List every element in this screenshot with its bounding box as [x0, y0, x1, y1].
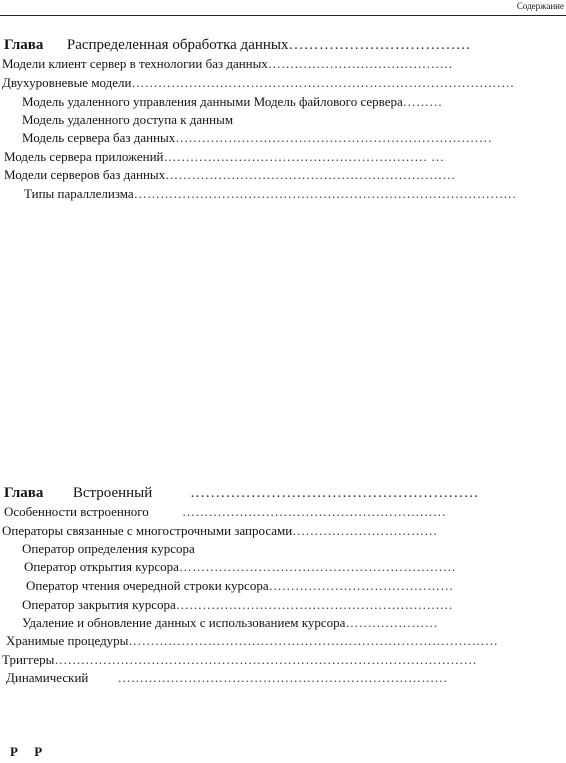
toc-entry: [24, 558, 456, 575]
toc-entry: [22, 129, 492, 146]
entry-title: Триггеры: [2, 652, 55, 667]
leader-dots: ……………………………: [292, 523, 438, 538]
leader-dots: …………………………………………………… …: [163, 149, 445, 164]
toc-entry: [4, 148, 444, 165]
toc-entry: [6, 669, 448, 686]
entry-title: Типы параллелизма: [24, 186, 134, 201]
header-rule: [0, 15, 566, 16]
toc-entry: [22, 596, 453, 613]
leader-dots: …………………: [345, 615, 438, 630]
leader-dots: ……………………………………………………………………………: [131, 75, 515, 90]
toc-entry: [2, 55, 453, 72]
entry-title: Модель удаленного доступа к данным: [22, 112, 234, 127]
leader-dots: ……………………………………: [268, 578, 454, 593]
toc-entry: [22, 614, 438, 631]
toc-chapter-heading: [4, 484, 479, 503]
chapter-title: Распределенная обработка данных: [66, 37, 289, 53]
leader-dots: ………………………………………………………: [178, 559, 457, 574]
leader-dots: ……………………………………………………………………………………: [54, 652, 477, 667]
entry-title: Модели клиент сервер в технологии баз данных: [2, 56, 268, 71]
chapter-label: Глава: [4, 37, 44, 53]
footer-marks: Р Р: [10, 744, 43, 759]
leader-dots: ………: [402, 94, 443, 109]
toc-entry: [22, 111, 233, 128]
entry-title: Операторы связанные с многострочными запросами: [2, 523, 293, 538]
entry-title: Оператор определения курсора: [22, 541, 195, 556]
toc-entry: [6, 632, 498, 649]
toc-chapter-heading: [4, 36, 471, 55]
entry-title: Удаление и обновление данных с использованием курсора: [22, 615, 346, 630]
leader-dots: …………………………………………………: [190, 485, 479, 501]
entry-title: Модель сервера баз данных: [22, 130, 176, 145]
entry-title: Оператор закрытия курсора: [22, 597, 176, 612]
leader-dots: ………………………………………………………………: [175, 130, 493, 145]
entry-title: Хранимые процедуры: [6, 633, 129, 648]
leader-dots: ……………………………………: [267, 56, 453, 71]
toc-entry: [2, 74, 514, 91]
leader-dots: …………………………………………………………………………: [128, 633, 499, 648]
entry-title: Оператор открытия курсора: [24, 559, 179, 574]
entry-title: Особенности встроенного: [4, 504, 149, 519]
entry-title: Модель сервера приложений: [4, 149, 164, 164]
leader-dots: ……………………………………………………………………………: [133, 186, 517, 201]
chapter-title: Встроенный: [72, 485, 153, 501]
entry-title: Модель удаленного управления данными Модель файлового сервера: [22, 94, 403, 109]
toc-entry: [4, 503, 446, 520]
entry-title: Двухуровневые модели: [2, 75, 132, 90]
leader-dots: ………………………………………………………: [175, 597, 454, 612]
toc-entry: [4, 166, 456, 183]
leader-dots: …………………………………………………………: [165, 167, 456, 182]
entry-title: Оператор чтения очередной строки курсора: [26, 578, 269, 593]
toc-entry: [2, 522, 437, 539]
entry-title: Динамический: [6, 670, 89, 685]
entry-title: Модели серверов баз данных: [4, 167, 166, 182]
toc-entry: [26, 577, 453, 594]
toc-entry: [2, 651, 477, 668]
chapter-label: Глава: [4, 485, 44, 501]
leader-dots: ……………………………………………………: [182, 504, 447, 519]
running-header: Содержание: [516, 1, 564, 11]
leader-dots: …………………………………………………………………: [117, 670, 448, 685]
toc-entry: [24, 185, 517, 202]
leader-dots: ………………………………: [288, 37, 471, 53]
toc-entry: [22, 540, 195, 557]
toc-entry: [22, 93, 442, 110]
